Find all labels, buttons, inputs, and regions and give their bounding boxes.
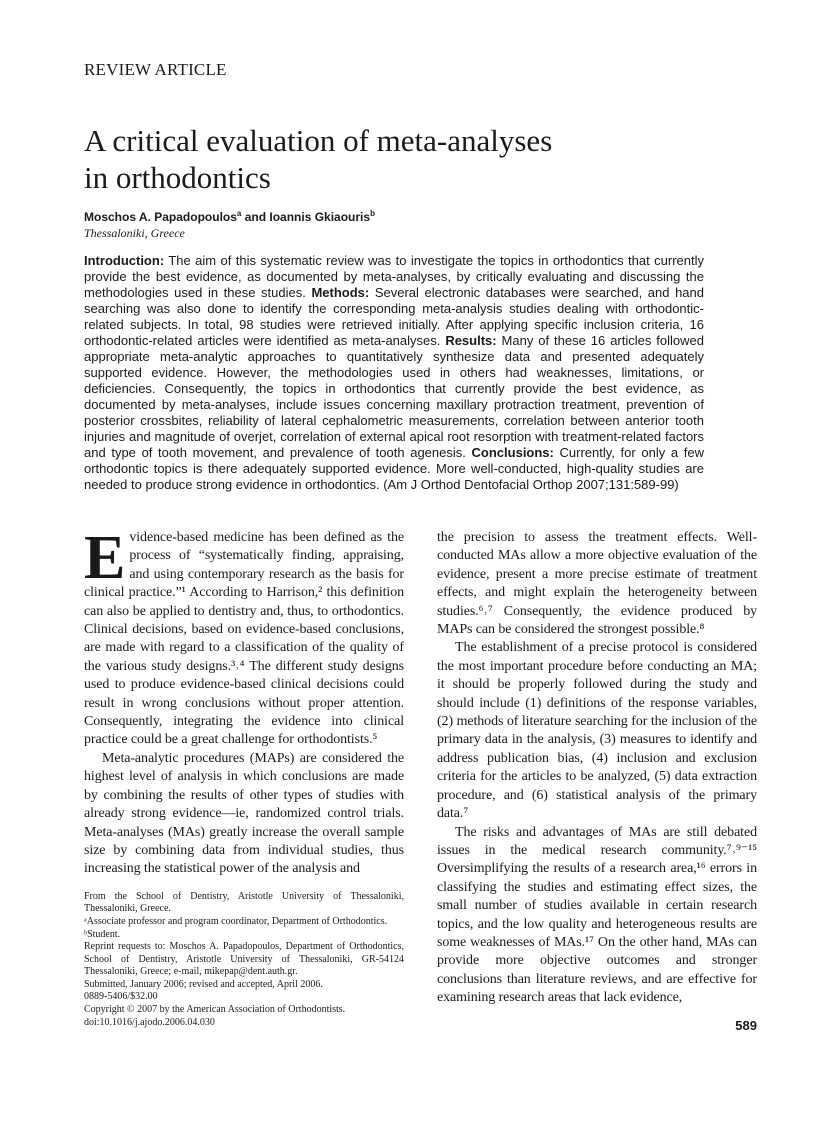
title-line-1: A critical evaluation of meta-analyses <box>84 123 553 158</box>
body-column-left <box>84 524 404 1029</box>
footnote-author-a: ᵃAssociate professor and program coordinator, Department of Orthodontics. <box>84 915 388 927</box>
footnote-copyright: Copyright © 2007 by the American Association of Orthodontists. <box>84 1004 346 1016</box>
author-conjunction: and <box>241 210 270 224</box>
abstract-label-methods: Methods: <box>311 285 370 300</box>
abstract <box>84 253 704 493</box>
footnote-author-b: ᵇStudent. <box>84 928 121 940</box>
affiliation-mark: b <box>370 209 375 218</box>
abstract-conclusions: Currently, for only a few orthodontic topics is there adequately supported evidence. More well-conducted, high-quality studies are needed to produce strong evidence in orthodontics. (Am J Orthod Dentofacial Orthop 2007;131:589-99) <box>84 445 704 492</box>
body-column-right <box>437 529 757 1034</box>
article-title <box>84 122 756 196</box>
paragraph-text: vidence-based medicine has been defined as the process of “systematically finding, appraising, and using contemporary research as the basis for clinical practice.”¹ According to Harrison,² this definition can also be applied to dentistry and, thus, to orthodontics. Clinical decisions, based on evidence-based conclusions, are made with regard to a classification of the quality of the various study designs.³˒⁴ The different study designs used to produce evidence-based clinical decisions could result in wrong conclusions without proper attention. Consequently, integrating the evidence into clinical practice could be a great challenge for orthodontists.⁵ <box>84 530 404 748</box>
abstract-label-results: Results: <box>445 333 497 348</box>
body-paragraph: The establishment of a precise protocol is considered the most important procedure before conducting an MA; it should be properly followed during the study and should include (1) definitions of the response variables, (2) methods of literature searching for the inclusion of the primary data in the analysis, (3) measures to identify and address publication bias, (4) inclusion and exclusion criteria for the articles to be analyzed, (5) data extraction procedure, and (6) statistical analysis of the primary data.⁷ <box>437 640 757 822</box>
footnote-affiliation: From the School of Dentistry, Aristotle University of Thessaloniki, Thessaloniki, Greece. <box>84 890 404 915</box>
section-label: REVIEW ARTICLE <box>84 60 227 79</box>
author-name: Moschos A. Papadopoulos <box>84 210 237 224</box>
body-paragraph: The risks and advantages of MAs are still debated issues in the medical research community.⁷˒⁹⁻¹⁵ Oversimplifying the results of a research area,¹⁶ errors in classifying the studies and estimating effect sizes, the small number of studies available in certain research topics, and the low quality and heterogeneous results are some weaknesses of MAs.¹⁷ On the other hand, MAs can provide more objective outcomes and stronger conclusions than literature reviews, and are effective for examining research areas that lack evidence, <box>437 824 757 1006</box>
footnote-issn: 0889-5406/$32.00 <box>84 991 158 1003</box>
footnotes <box>84 891 404 1030</box>
footnote-doi: doi:10.1016/j.ajodo.2006.04.030 <box>84 1016 215 1028</box>
body-columns <box>84 524 757 1034</box>
author-name: Ioannis Gkiaouris <box>269 210 371 224</box>
footnote-reprint-requests: Reprint requests to: Moschos A. Papadopoulos, Department of Orthodontics, School of Dentistry, Aristotle University of Thessaloniki, GR-54124 Thessaloniki, Greece; e-mail, mikepap@dent.auth.gr. <box>84 941 404 978</box>
body-paragraph: the precision to assess the treatment effects. Well-conducted MAs allow a more objective evaluation of the evidence, present a more precise estimate of treatment effects, and might explain the heterogeneity between studies.⁶˒⁷ Consequently, the evidence produced by MAPs can be considered the strongest possible.⁸ <box>437 530 757 638</box>
abstract-methods: Several electronic databases were searched, and hand searching was also done to identify the corresponding meta-analysis studies dealing with orthodontic-related subjects. In total, 98 studies were retrieved initially. After applying specific inclusion criteria, 16 orthodontic-related articles were identified as meta-analyses. <box>84 285 704 348</box>
abstract-label-conclusions: Conclusions: <box>471 445 554 460</box>
drop-cap: E <box>84 524 126 592</box>
abstract-results: Many of these 16 articles followed appropriate meta-analytic approaches to quantitatively synthesize data and presented adequately supported evidence. However, the methodologies used in others had weaknesses, limitations, or deficiencies. Consequently, the topics in orthodontics that currently provide the best evidence, as documented by meta-analyses, include issues concerning maxillary protraction treatment, prevention of posterior crossbites, reliability of lateral cephalometric measurements, correlation between anterior tooth injuries and magnitude of overjet, correlation of external apical root resorption with treatment-related factors and type of tooth movement, and prevalence of tooth agenesis. <box>84 333 705 460</box>
author-location: Thessaloniki, Greece <box>84 226 185 240</box>
footnote-submission-dates: Submitted, January 2006; revised and accepted, April 2006. <box>84 978 323 990</box>
body-paragraph <box>84 524 404 750</box>
page-number: 589 <box>735 1017 757 1033</box>
affiliation-mark: a <box>236 209 242 218</box>
title-line-2: in orthodontics <box>84 160 271 195</box>
body-paragraph: Meta-analytic procedures (MAPs) are considered the highest level of analysis in which conclusions are made by combining the results of other types of studies with already strong evidence—ie, randomized control trials. Meta-analyses (MAs) greatly increase the overall sample size by combining data from individual studies, thus increasing the statistical power of the analysis and <box>84 750 404 877</box>
abstract-label-introduction: Introduction: <box>84 253 165 268</box>
author-list <box>84 210 756 225</box>
abstract-introduction: The aim of this systematic review was to investigate the topics in orthodontics that currently provide the best evidence, as documented by meta-analyses, by critically evaluating and discussing the methodologies used in these studies. <box>84 253 704 300</box>
